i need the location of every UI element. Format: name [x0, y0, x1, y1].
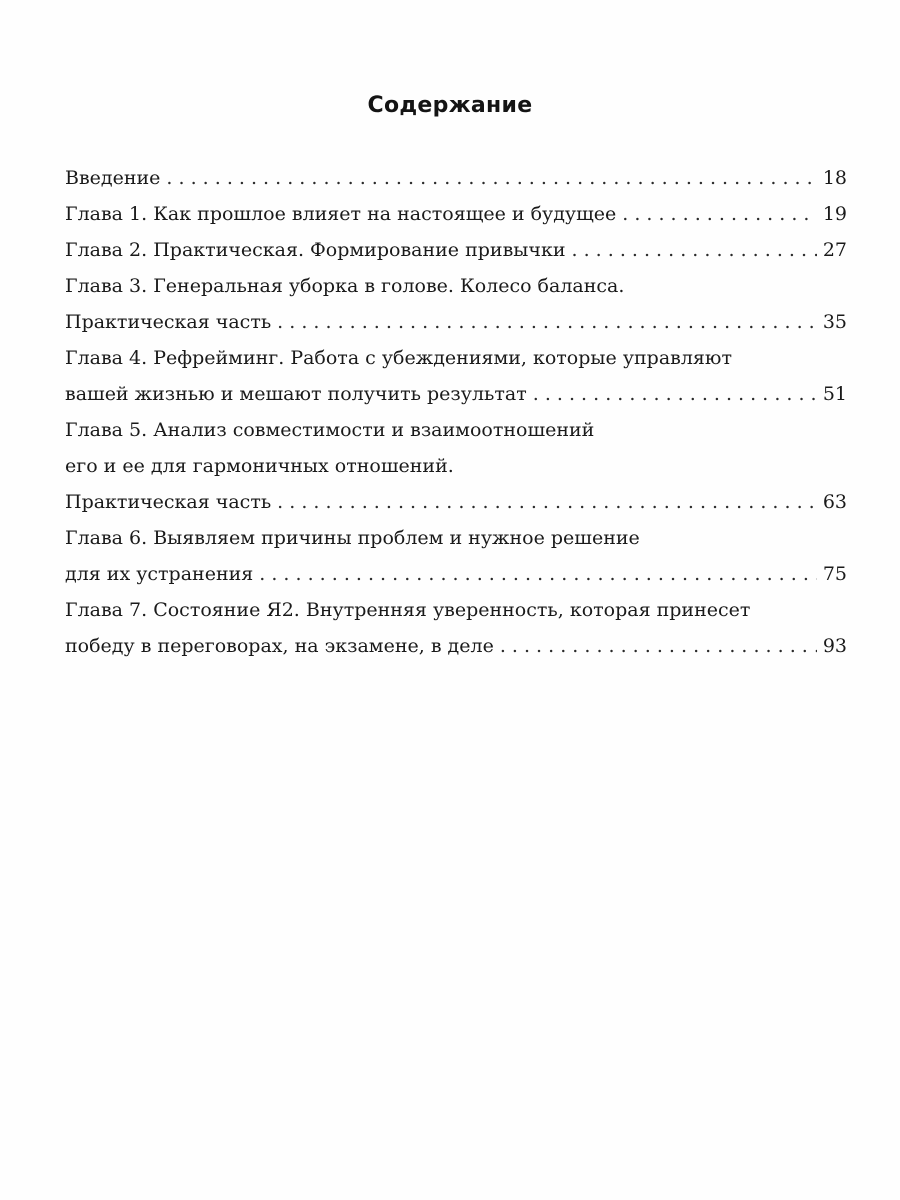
toc-entry-text: Практическая часть	[65, 491, 272, 513]
toc-entry-chapter-5	[65, 484, 847, 520]
toc-entry-text: Глава 1. Как прошлое влияет на настоящее и будущее	[65, 203, 617, 225]
toc-page-number: 93	[822, 635, 847, 657]
dot-leader	[572, 232, 817, 268]
toc-entry-chapter-4	[65, 376, 847, 412]
dot-leader	[533, 376, 817, 412]
toc-page-number: 27	[822, 239, 847, 261]
toc-entry-chapter-1	[65, 196, 847, 232]
toc-entry-chapter-6-title: Глава 6. Выявляем причины проблем и нужное решение	[65, 527, 640, 549]
toc-entry-text: для их устранения	[65, 563, 254, 585]
toc-page-number: 18	[822, 167, 847, 189]
dot-leader	[622, 196, 817, 232]
toc-entry-text: Практическая часть	[65, 311, 272, 333]
toc-page-number: 19	[822, 203, 847, 225]
dot-leader	[166, 160, 816, 196]
toc-entry-chapter-3	[65, 304, 847, 340]
toc-page-number: 75	[822, 563, 847, 585]
dot-leader	[277, 484, 817, 520]
page-title: Содержание	[367, 93, 533, 118]
dot-leader	[500, 628, 817, 664]
toc-entry-chapter-5-title: Глава 5. Анализ совместимости и взаимоотношений	[65, 419, 595, 441]
toc-page-number: 35	[822, 311, 847, 333]
toc-entry-text: победу в переговорах, на экзамене, в деле	[65, 635, 494, 657]
toc-entry-chapter-7	[65, 628, 847, 664]
toc-entry-text: Глава 2. Практическая. Формирование привычки	[65, 239, 566, 261]
toc-entry-chapter-7-title: Глава 7. Состояние Я2. Внутренняя уверенность, которая принесет	[65, 599, 751, 621]
dot-leader	[277, 304, 817, 340]
toc-entry-text: Введение	[65, 167, 161, 189]
toc-page-number: 63	[822, 491, 847, 513]
dot-leader	[259, 556, 817, 592]
toc-page-number: 51	[822, 383, 847, 405]
toc-entry-introduction	[65, 160, 847, 196]
toc-entry-chapter-5-subtitle: его и ее для гармоничных отношений.	[65, 455, 454, 477]
toc-entry-text: вашей жизнью и мешают получить результат	[65, 383, 527, 405]
table-of-contents	[65, 160, 847, 664]
toc-entry-chapter-4-title: Глава 4. Рефрейминг. Работа с убеждениями, которые управляют	[65, 347, 732, 369]
toc-entry-chapter-2	[65, 232, 847, 268]
toc-entry-chapter-3-title: Глава 3. Генеральная уборка в голове. Колесо баланса.	[65, 275, 625, 297]
toc-entry-chapter-6	[65, 556, 847, 592]
